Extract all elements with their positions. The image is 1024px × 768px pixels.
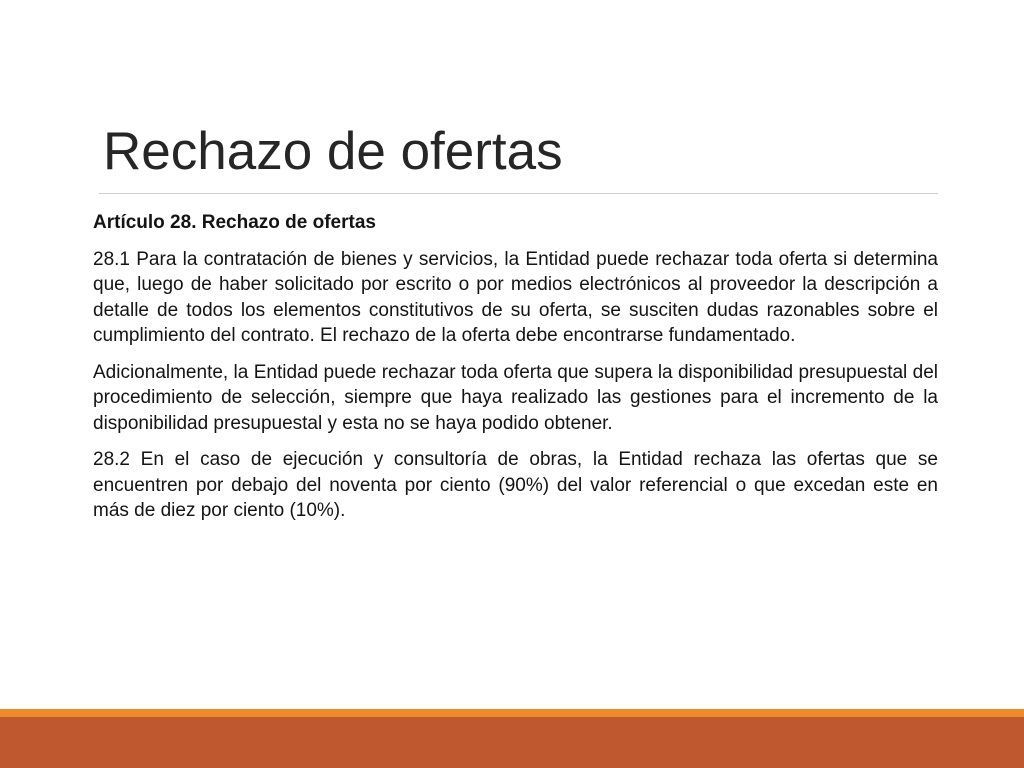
title-divider bbox=[99, 193, 938, 194]
paragraph-28-1: 28.1 Para la contratación de bienes y servicios, la Entidad puede rechazar toda oferta si determina que, luego de haber solicitado por escrito o por medios electrónicos al proveedor la descripción a detalle de todos los elementos constitutivos de su oferta, se susciten dudas razonables sobre el cumplimiento del contrato. El rechazo de la oferta debe encontrarse fundamentado. bbox=[93, 248, 938, 346]
paragraph-28-2: 28.2 En el caso de ejecución y consultoría de obras, la Entidad rechaza las ofertas que se encuentren por debajo del noventa por ciento (90%) del valor referencial o que excedan este en más de diez por ciento (10%). bbox=[93, 449, 938, 521]
article-heading: Artículo 28. Rechazo de ofertas bbox=[93, 212, 376, 233]
footer-accent-stripe bbox=[0, 709, 1024, 717]
slide-body bbox=[93, 210, 938, 535]
paragraph-adicionalmente: Adicionalmente, la Entidad puede rechazar toda oferta que supera la disponibilidad presupuestal del procedimiento de selección, siempre que haya realizado las gestiones para el incremento de la disponibilidad presupuestal y esta no se haya podido obtener. bbox=[93, 361, 938, 434]
slide-title: Rechazo de ofertas bbox=[103, 122, 563, 181]
footer-bar bbox=[0, 717, 1024, 768]
